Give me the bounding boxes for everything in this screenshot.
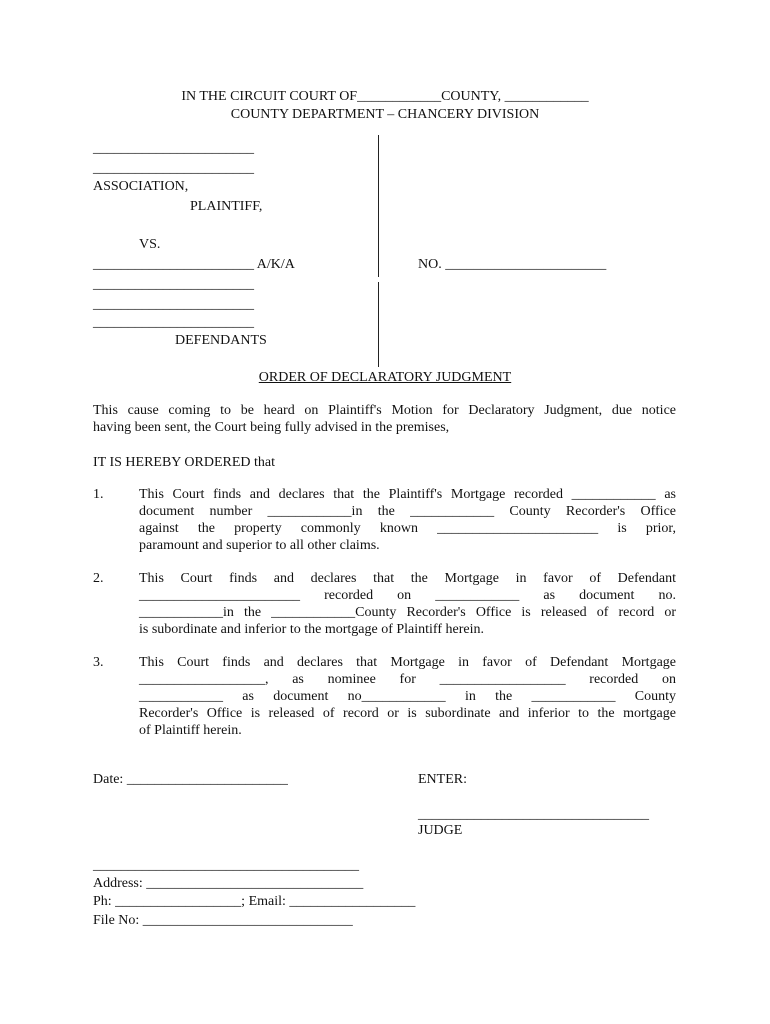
item-line: Recorder's Office is released of record or is subordinate and inferior to the mortgage	[139, 706, 676, 721]
court-heading: IN THE CIRCUIT COURT OF____________COUNTY, ____________	[181, 89, 589, 104]
caption-divider-upper	[378, 135, 379, 277]
defendants-label: DEFENDANTS	[175, 333, 267, 348]
defendant-blank-1: _______________________ A/K/A	[93, 257, 295, 272]
item-number: 3.	[93, 655, 104, 670]
plaintiff-label: PLAINTIFF,	[190, 199, 263, 214]
item-line: __________________, as nominee for __________________ recorded on	[139, 672, 676, 687]
item-line: This Court finds and declares that the Plaintiff's Mortgage recorded ____________ as	[139, 487, 676, 502]
plaintiff-blank-1: _______________________	[93, 141, 254, 156]
order-title: ORDER OF DECLARATORY JUDGMENT	[258, 370, 512, 385]
enter-label: ENTER:	[418, 772, 467, 787]
plaintiff-blank-2: _______________________	[93, 161, 254, 176]
finding-item-1	[139, 486, 676, 554]
item-line: against the property commonly known _______________________ is prior,	[139, 521, 676, 536]
finding-item-3	[139, 654, 676, 739]
defendant-blank-4: _______________________	[93, 315, 254, 330]
item-line: This Court finds and declares that the Mortgage in favor of Defendant	[139, 571, 676, 586]
case-number: NO. _______________________	[418, 257, 607, 272]
plaintiff-name: ASSOCIATION,	[93, 179, 189, 194]
judge-label: JUDGE	[418, 823, 463, 838]
item-line: ____________ as document no____________ in the ____________ County	[139, 689, 676, 704]
item-number: 1.	[93, 487, 104, 502]
phone-email-field: Ph: __________________; Email: __________________	[93, 894, 416, 909]
item-line: ____________in the ____________County Recorder's Office is released of record or	[139, 605, 676, 620]
intro-line-2: having been sent, the Court being fully advised in the premises,	[93, 420, 450, 435]
intro-line-1: This cause coming to be heard on Plaintiff's Motion for Declaratory Judgment, due notice	[93, 403, 676, 418]
file-number-field: File No: ______________________________	[93, 913, 353, 928]
finding-item-2	[139, 570, 676, 638]
versus-label: VS.	[139, 237, 161, 252]
item-line: _______________________ recorded on ____________ as document no.	[139, 588, 676, 603]
item-line: paramount and superior to all other claims.	[139, 538, 380, 553]
item-line: This Court finds and declares that Mortgage in favor of Defendant Mortgage	[139, 655, 676, 670]
defendant-blank-3: _______________________	[93, 297, 254, 312]
intro-paragraph	[93, 402, 676, 436]
ordered-heading: IT IS HEREBY ORDERED that	[93, 455, 275, 470]
item-line: of Plaintiff herein.	[139, 723, 242, 738]
date-field: Date: _______________________	[93, 772, 288, 787]
caption-divider-lower	[378, 282, 379, 367]
item-number: 2.	[93, 571, 104, 586]
attorney-name-line: ______________________________________	[93, 858, 359, 873]
item-line: is subordinate and inferior to the mortgage of Plaintiff herein.	[139, 622, 484, 637]
judge-signature-line: _________________________________	[418, 807, 649, 822]
item-line: document number ____________in the ____________ County Recorder's Office	[139, 504, 676, 519]
defendant-blank-2: _______________________	[93, 277, 254, 292]
address-field: Address: _______________________________	[93, 876, 364, 891]
division-heading: COUNTY DEPARTMENT – CHANCERY DIVISION	[230, 107, 540, 122]
